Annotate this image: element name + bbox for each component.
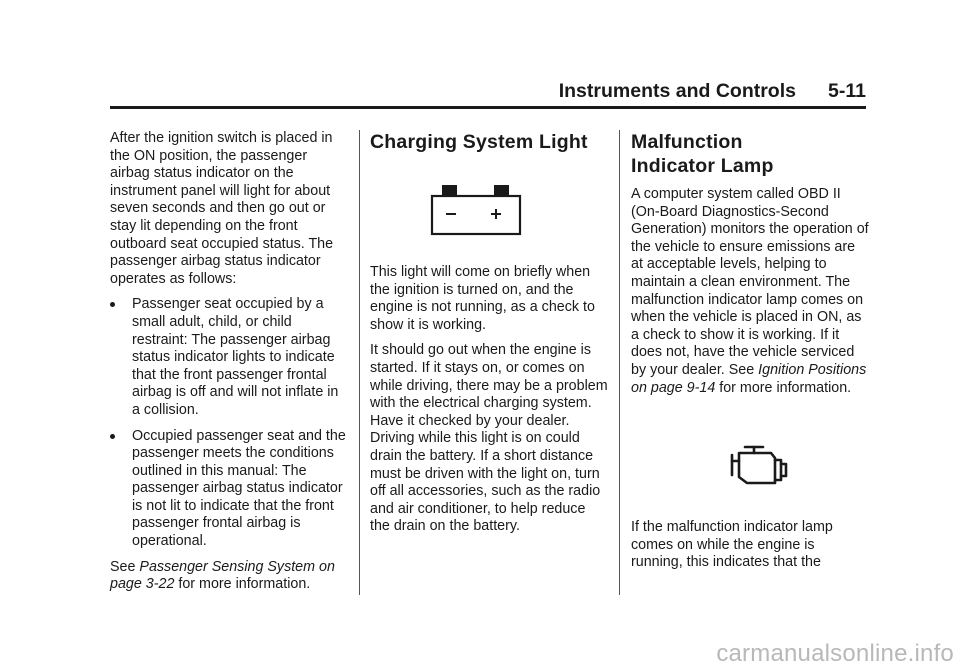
malfunction-paragraph-2: If the malfunction indicator lamp comes on while the engine is running, this indicates that the (631, 519, 833, 571)
malfunction-paragraph-1 (631, 186, 869, 397)
charging-paragraph-2: It should go out when the engine is started. If it stays on, or comes on while driving, there may be a problem with the electrical charging system. Have it checked by your dealer. Driving while this light is on could drain the battery. If a short distance must be driven with the light on, turn off all accessories, such as the radio and air conditioner, to help reduce the drain on the battery. (370, 342, 608, 535)
charging-paragraph-1: This light will come on briefly when the ignition is turned on, and the engine is not running, as a check to show it is working. (370, 264, 595, 333)
status-list (110, 296, 350, 550)
battery-icon (430, 184, 522, 236)
column-2 (370, 130, 608, 544)
intro-paragraph: After the ignition switch is placed in the ON position, the passenger airbag status indicator on the instrument panel will light for about seven seconds and then go out or stay lit depending on the front outboard seat occupied status. The passenger airbag status indicator operates as follows: (110, 130, 334, 287)
cross-reference-link[interactable]: Passenger Sensing System on page 3-22 (110, 558, 335, 593)
page-header (110, 80, 866, 106)
column-divider (619, 130, 620, 595)
see-reference (110, 559, 350, 594)
heading-line-1: Malfunction (631, 131, 743, 153)
charging-system-heading: Charging System Light (370, 131, 588, 153)
paragraph-text: A computer system called OBD II (On-Board Diagnostics-Second Generation) monitors the operation of the vehicle to ensure emissions are at acceptable levels, helping to maintain a clean environment. The malfunction indicator lamp comes on when the vehicle is placed in ON, as a check to show it is working. If it does not, have the vehicle serviced by your dealer. See (631, 186, 869, 378)
cross-reference-link[interactable]: Ignition Positions on page 9-14 (631, 361, 867, 396)
bullet-icon (110, 302, 115, 307)
watermark: carmanualsonline.info (716, 640, 954, 667)
list-item (110, 296, 350, 419)
paragraph-suffix: for more information. (715, 379, 852, 396)
list-item-text: Passenger seat occupied by a small adult, child, or child restraint: The passenger airbag status indicator lights to indicate that the front passenger frontal airbag is off and will not inflate in a collision. (132, 296, 339, 418)
list-item (110, 428, 350, 551)
see-prefix: See (110, 558, 140, 575)
column-1 (110, 130, 350, 602)
header-rule (110, 106, 866, 109)
bullet-icon (110, 434, 115, 439)
section-title: Instruments and Controls (558, 80, 796, 102)
column-divider (359, 130, 360, 595)
engine-icon (725, 445, 789, 489)
see-suffix: for more information. (174, 576, 311, 593)
heading-line-2: Indicator Lamp (631, 155, 774, 177)
column-3 (631, 130, 869, 580)
malfunction-heading (631, 130, 869, 178)
page-number: 5-11 (828, 80, 866, 102)
list-item-text: Occupied passenger seat and the passenger meets the conditions outlined in this manual: The passenger airbag status indicator is not lit to indicate that the front passenger frontal airbag is operational. (132, 427, 346, 550)
